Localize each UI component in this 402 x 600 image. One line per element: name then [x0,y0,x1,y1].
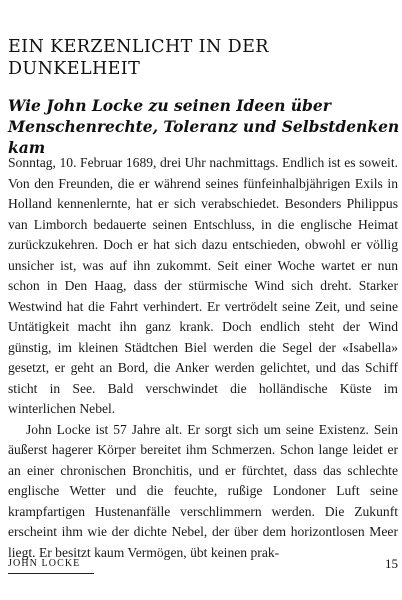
paragraph: John Locke ist 57 Jahre alt. Er sorgt sich um seine Existenz. Sein äußerst hagerer Körper bereitet ihm Schmerzen. Schon lange leidet er an einer chronischen Bronchitis, und er fürchtet, dass das schlechte englische Wetter und die feuchte, rußige Londoner Luft seine krampfartigen Hustenanfälle verschlimmern werden. Die Zukunft erscheint ihm wie der dichte Nebel, der über dem horizontlosen Meer liegt. Er besitzt kaum Vermögen, übt keinen prak- [8,421,398,560]
chapter-subtitle: Wie John Locke zu seinen Ideen über Menschenrechte, Toleranz und Selbstdenken kam [8,96,400,157]
paragraph: Sonntag, 10. Februar 1689, drei Uhr nachmittags. Endlich ist es soweit. Von den Freunden, die er während seines fünfeinhalbjährigen Exils in Holland kennenlernte, hat er sich verabschiedet. Besonders Philippus van Limborch bedauerte seinen Entschluss, in die englische Heimat zurückzukehren. Doch er hat sich dazu entschieden, obwohl er völlig unsicher ist, was auf ihn zukommt. Seit einer Woche wartet er nun schon in Den Haag, dass der stürmische Wind sich dreht. Starker Westwind hat die Fahrt verhindert. Er vertrödelt seine Zeit, und seine Untätigkeit macht ihn ganz krank. Doch endlich steht der Wind günstig, im kleinen Städtchen Biel werden die Segel der «Isabella» gesetzt, er geht an Bord, die Anker werden gelichtet, und das Schiff sticht in See. Bald verschwindet die holländische Küste im winterlichen Nebel. [8,155,398,416]
page-footer [8,556,398,574]
body-text [8,153,398,563]
running-head: JOHN LOCKE [8,558,81,569]
footer-rule [8,573,94,574]
chapter-title: EIN KERZENLICHT IN DER DUNKELHEIT [8,37,269,79]
page-number: 15 [385,556,398,571]
